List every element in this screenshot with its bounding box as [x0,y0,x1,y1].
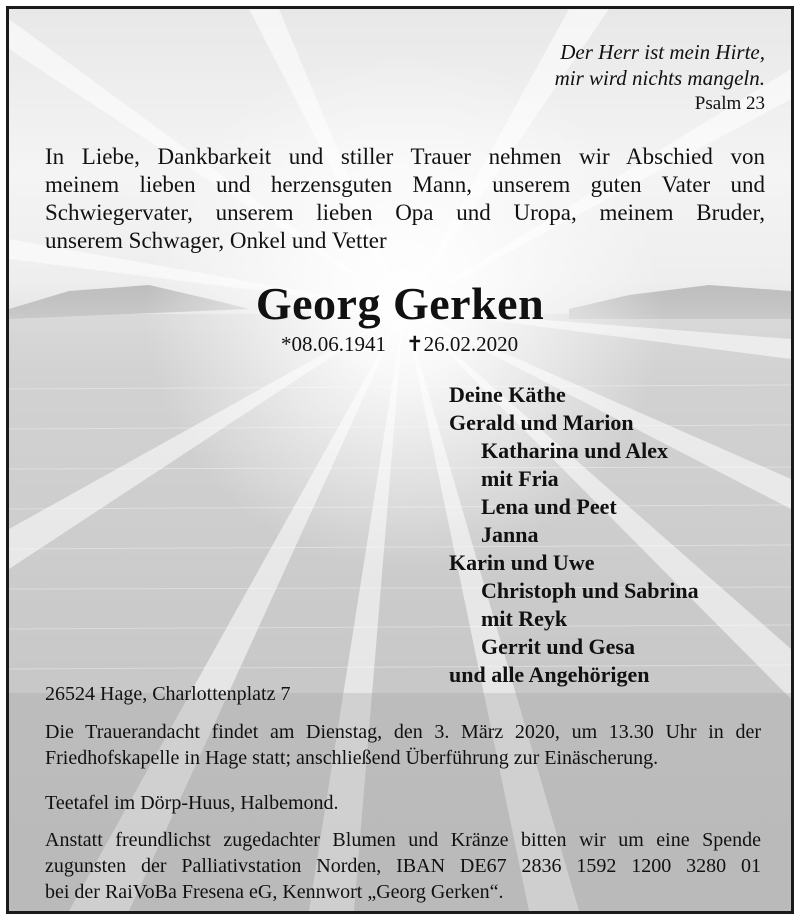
family-member: Deine Käthe [449,382,566,407]
obituary-frame [6,6,794,914]
family-member: Gerrit und Gesa [481,634,635,659]
intro-text [45,143,765,255]
service-info [45,719,761,771]
family-member: Gerald und Marion [449,410,634,435]
donation-line: Anstatt freundlichst zugedachter Blumen und Kränze bitten wir um eine Spende [45,829,761,851]
family-member: mit Fria [481,466,559,491]
psalm-line: mir wird nichts mangeln. [554,66,765,90]
family-member: Karin und Uwe [449,550,595,575]
family-member: Lena und Peet [481,494,617,519]
intro-line: In Liebe, Dankbarkeit und stiller Trauer nehmen wir Abschied von [45,144,765,169]
life-dates [281,332,538,357]
donation-line: zugunsten der Palliativstation Norden, IBAN DE67 2836 1592 1200 3280 01 [45,855,761,877]
family-member: Katharina und Alex [481,438,669,463]
family-member: mit Reyk [481,606,568,631]
family-member: Janna [481,522,539,547]
psalm-quote [555,39,765,117]
donation-info [45,827,761,905]
service-line: Friedhofskapelle in Hage statt; anschließend Überführung zur Einäscherung. [45,747,659,769]
donation-line: bei der RaiVoBa Fresena eG, Kennwort „Georg Gerken“. [45,881,504,903]
psalm-line: Der Herr ist mein Hirte, [560,40,765,64]
deceased-name: Georg Gerken [255,278,545,329]
psalm-reference: Psalm 23 [694,93,765,114]
death-date: ✝26.02.2020 [406,332,519,356]
family-member: und alle Angehörigen [449,662,650,687]
family-list [449,381,699,689]
intro-line: unserem Schwager, Onkel und Vetter [45,228,387,253]
family-address: 26524 Hage, Charlottenplatz 7 [45,683,291,705]
tea-info: Teetafel im Dörp-Huus, Halbemond. [45,792,339,814]
intro-line: meinem lieben und herzensguten Mann, unserem guten Vater und [45,172,765,197]
birth-date: *08.06.1941 [281,332,386,356]
family-member: Christoph und Sabrina [481,578,699,603]
intro-line: Schwiegervater, unserem lieben Opa und Uropa, meinem Bruder, [45,200,765,225]
service-line: Die Trauerandacht findet am Dienstag, den 3. März 2020, um 13.30 Uhr in der [45,721,761,743]
